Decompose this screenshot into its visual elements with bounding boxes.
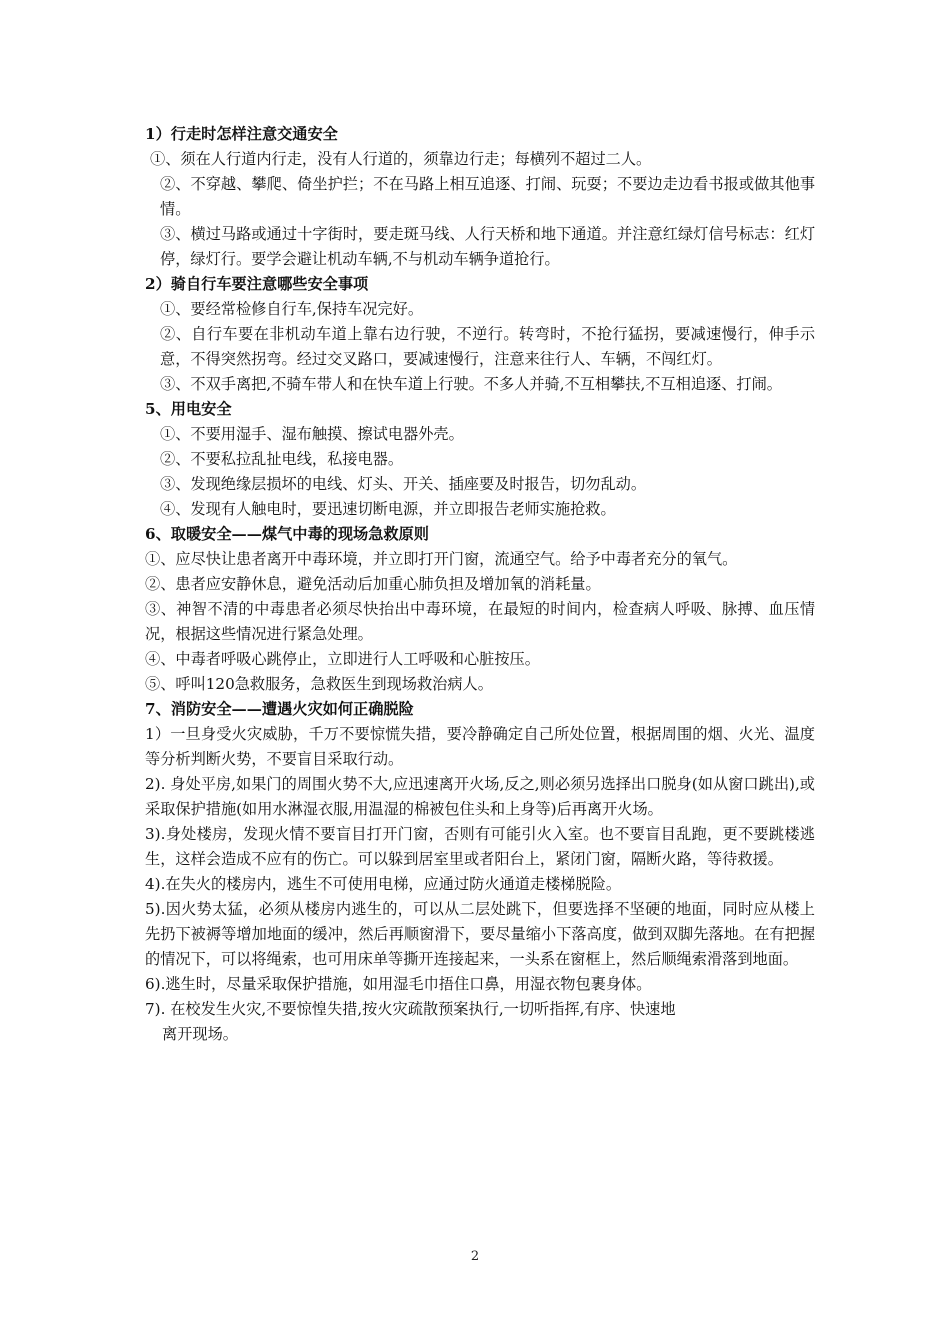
section-heading: 6、取暖安全——煤气中毒的现场急救原则 [145, 525, 429, 543]
paragraph: ③、横过马路或通过十字街时，要走斑马线、人行天桥和地下通道。并注意红绿灯信号标志：红灯停，绿灯行。要学会避让机动车辆,不与机动车辆争道抢行。 [160, 225, 815, 268]
paragraph: ④、发现有人触电时，要迅速切断电源，并立即报告老师实施抢救。 [160, 500, 616, 518]
paragraph: ②、自行车要在非机动车道上靠右边行驶，不逆行。转弯时，不抢行猛拐，要减速慢行，伸手示意，不得突然拐弯。经过交叉路口，要减速慢行，注意来往行人、车辆，不闯红灯。 [160, 325, 815, 368]
paragraph: 5).因火势太猛，必须从楼房内逃生的，可以从二层处跳下，但要选择不坚硬的地面，同时应从楼上先扔下被褥等增加地面的缓冲，然后再顺窗滑下，要尽量缩小下落高度，做到双脚先落地。在有把握的情况下，可以将绳索，也可用床单等撕开连接起来，一头系在窗框上，然后顺绳索滑落到地面。 [145, 900, 815, 968]
paragraph: 3).身处楼房，发现火情不要盲目打开门窗，否则有可能引火入室。也不要盲目乱跑，更不要跳楼逃生，这样会造成不应有的伤亡。可以躲到居室里或者阳台上，紧闭门窗，隔断火路，等待救援。 [145, 825, 815, 868]
paragraph-continuation: 离开现场。 [162, 1025, 238, 1043]
paragraph: ①、不要用湿手、湿布触摸、擦试电器外壳。 [160, 425, 464, 443]
paragraph: ④、中毒者呼吸心跳停止，立即进行人工呼吸和心脏按压。 [145, 650, 540, 668]
paragraph: ②、不要私拉乱扯电线，私接电器。 [160, 450, 403, 468]
paragraph: 2). 身处平房,如果门的周围火势不大,应迅速离开火场,反之,则必须另选择出口脱身(如从窗口跳出),或采取保护措施(如用水淋湿衣服,用温湿的棉被包住头和上身等)后再离开火场。 [145, 775, 815, 818]
section-heading: 7、消防安全——遭遇火灾如何正确脱险 [145, 700, 414, 718]
paragraph: ②、不穿越、攀爬、倚坐护拦；不在马路上相互追逐、打闹、玩耍；不要边走边看书报或做其他事情。 [160, 175, 815, 218]
section-heading: 1）行走时怎样注意交通安全 [145, 125, 338, 143]
paragraph: ⑤、呼叫120急救服务，急救医生到现场救治病人。 [145, 675, 493, 693]
paragraph: ①、要经常检修自行车,保持车况完好。 [160, 300, 424, 318]
paragraph: ③、神智不清的中毒患者必须尽快抬出中毒环境，在最短的时间内，检查病人呼吸、脉搏、血压情况，根据这些情况进行紧急处理。 [145, 600, 815, 643]
section-heading: 5、用电安全 [145, 400, 232, 418]
paragraph: ①、应尽快让患者离开中毒环境，并立即打开门窗，流通空气。给予中毒者充分的氧气。 [145, 550, 738, 568]
paragraph: 6).逃生时，尽量采取保护措施，如用湿毛巾捂住口鼻，用湿衣物包裹身体。 [145, 975, 652, 993]
paragraph: ①、须在人行道内行走，没有人行道的，须靠边行走；每横列不超过二人。 [150, 150, 652, 168]
paragraph: ②、患者应安静休息，避免活动后加重心肺负担及增加氧的消耗量。 [145, 575, 601, 593]
paragraph: 7). 在校发生火灾,不要惊惶失措,按火灾疏散预案执行,一切听指挥,有序、快速地 [145, 1000, 676, 1018]
section-heading: 2）骑自行车要注意哪些安全事项 [145, 275, 369, 293]
paragraph: ③、不双手离把,不骑车带人和在快车道上行驶。不多人并骑,不互相攀扶,不互相追逐、打闹。 [160, 375, 782, 393]
document-body [145, 122, 815, 1047]
page-number: 2 [470, 1249, 480, 1264]
paragraph: ③、发现绝缘层损坏的电线、灯头、开关、插座要及时报告，切勿乱动。 [160, 475, 646, 493]
paragraph: 1）一旦身受火灾威胁，千万不要惊慌失措，要冷静确定自己所处位置，根据周围的烟、火光、温度等分析判断火势，不要盲目采取行动。 [145, 725, 815, 768]
paragraph: 4).在失火的楼房内，逃生不可使用电梯，应通过防火通道走楼梯脱险。 [145, 875, 622, 893]
